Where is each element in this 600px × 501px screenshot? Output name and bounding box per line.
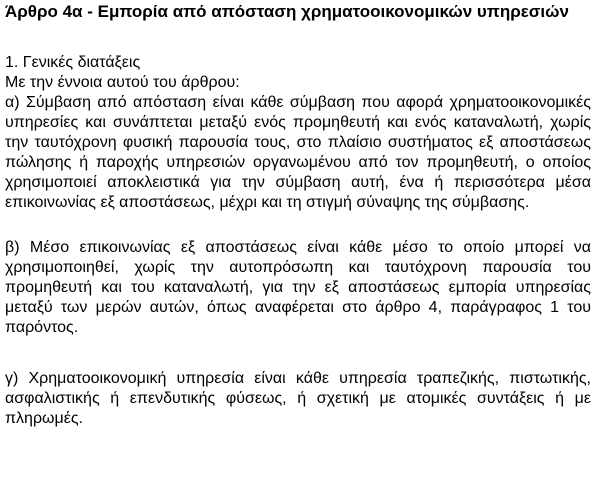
- document-body: [5, 1, 591, 429]
- paragraph-c: γ) Χρηματοοικονομική υπηρεσία είναι κάθε υπηρεσία τραπεζικής, πιστωτικής, ασφαλιστικής ή επενδυτικής φύσεως, ή σχετική με ατομικές συντάξεις ή με πληρωμές.: [5, 370, 591, 427]
- paragraph-a: α) Σύμβαση από απόσταση είναι κάθε σύμβαση που αφορά χρηματοοικονομικές υπηρεσίες και συνάπτεται μεταξύ ενός προμηθευτή και ενός καταναλωτή, χωρίς την ταυτόχρονη φυσική παρουσία τους, στο πλαίσιο συστήματος εξ αποστάσεως πώλησης ή παροχής υπηρεσιών οργανωμένου από τον προμηθευτή, ο οποίος χρησιμοποιεί αποκλειστικά για την σύμβαση αυτή, ένα ή περισσότερα μέσα επικοινωνίας εξ αποστάσεως, μέχρι και τη στιγμή σύναψης της σύμβασης.: [5, 94, 591, 211]
- paragraph-b: β) Μέσο επικοινωνίας εξ αποστάσεως είναι κάθε μέσο το οποίο μπορεί να χρησιμοποιηθεί, χωρίς την αυτοπρόσωπη και ταυτόχρονη παρουσία του προμηθευτή και του καταναλωτή, για την εξ αποστάσεως εμπορία υπηρεσίας μεταξύ των μερών αυτών, όπως αναφέρεται στο άρθρο 4, παράγραφος 1 του παρόντος.: [5, 239, 591, 336]
- section-heading: 1. Γενικές διατάξεις: [5, 54, 141, 71]
- article-title: Άρθρο 4α - Εμπορία από απόσταση χρηματοοικονομικών υπηρεσιών: [5, 2, 569, 21]
- intro-text: Με την έννοια αυτού του άρθρου:: [5, 74, 240, 91]
